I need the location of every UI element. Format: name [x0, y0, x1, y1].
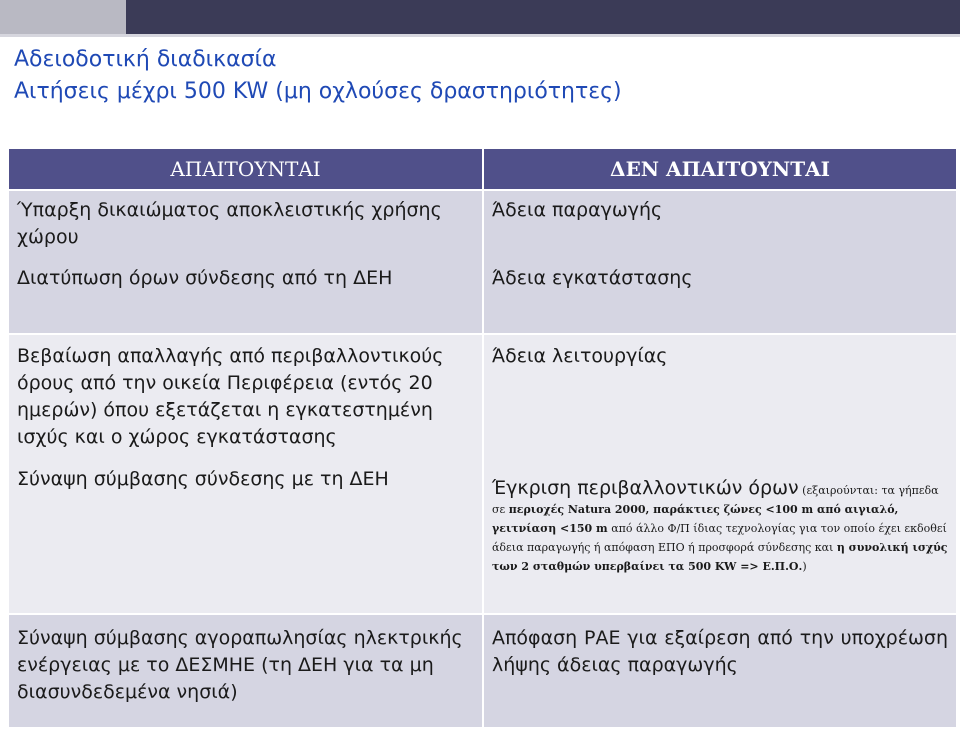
top-banner-stripe	[0, 34, 960, 37]
table-row	[8, 190, 957, 334]
table-row	[8, 334, 957, 614]
required-item-2: Διατύπωση όρων σύνδεσης από τη ΔΕΗ	[17, 267, 393, 289]
table-row	[8, 614, 957, 728]
required-item-1: Ύπαρξη δικαιώματος αποκλειστικής χρήσης χώρου	[17, 199, 442, 248]
not-required-item-5: Απόφαση ΡΑΕ για εξαίρεση από την υποχρέωση λήψης άδειας παραγωγής	[492, 627, 948, 676]
slide-title	[14, 44, 622, 108]
not-required-item-1: Άδεια παραγωγής	[492, 199, 663, 221]
env-note-c: από άλλο Φ/Π ίδιας τεχνολογίας για τον οποίο έχει εκδοθεί άδεια παραγωγής ή απόφαση ΕΠΟ ή προσφορά σύνδεσης και	[492, 522, 947, 554]
top-banner-accent	[0, 0, 126, 34]
env-note-a: (εξαιρούνται: τα γήπεδα σε	[492, 484, 939, 516]
required-item-5: Σύναψη σύμβασης αγοραπωλησίας ηλεκτρικής ενέργειας με το ΔΕΣΜΗΕ (τη ΔΕΗ για τα μη διασυνδεδεμένα νησιά)	[17, 627, 463, 703]
header-required: ΑΠΑΙΤΟΥΝΤΑΙ	[8, 148, 483, 190]
top-banner	[0, 0, 960, 34]
header-not-required: ΔΕΝ ΑΠΑΙΤΟΥΝΤΑΙ	[483, 148, 957, 190]
env-note-b: περιοχές Natura 2000, παράκτιες ζώνες <100 m από αιγιαλό, γειτνίαση <150 m	[492, 503, 899, 535]
title-line-1: Αδειοδοτική διαδικασία	[14, 47, 277, 72]
env-approval-label: Έγκριση περιβαλλοντικών όρων	[492, 477, 799, 499]
required-item-4: Σύναψη σύμβασης σύνδεσης με τη ΔΕΗ	[17, 468, 389, 490]
not-required-item-2: Άδεια εγκατάστασης	[492, 267, 693, 289]
requirements-table	[7, 147, 958, 729]
env-note-d: η συνολική ισχύς των 2 σταθμών υπερβαίνει τα 500 KW => Ε.Π.Ο.	[492, 541, 948, 573]
env-note-e: )	[802, 560, 807, 573]
title-line-2: Αιτήσεις μέχρι 500 KW (μη οχλούσες δραστηριότητες)	[14, 79, 622, 104]
not-required-item-3: Άδεια λειτουργίας	[492, 345, 668, 367]
required-item-3: Βεβαίωση απαλλαγής από περιβαλλοντικούς όρους από την οικεία Περιφέρεια (εντός 20 ημερών) όπου εξετάζεται η εγκατεστημένη ισχύς και ο χώρος εγκατάστασης	[17, 345, 444, 448]
not-required-item-4	[492, 479, 948, 576]
